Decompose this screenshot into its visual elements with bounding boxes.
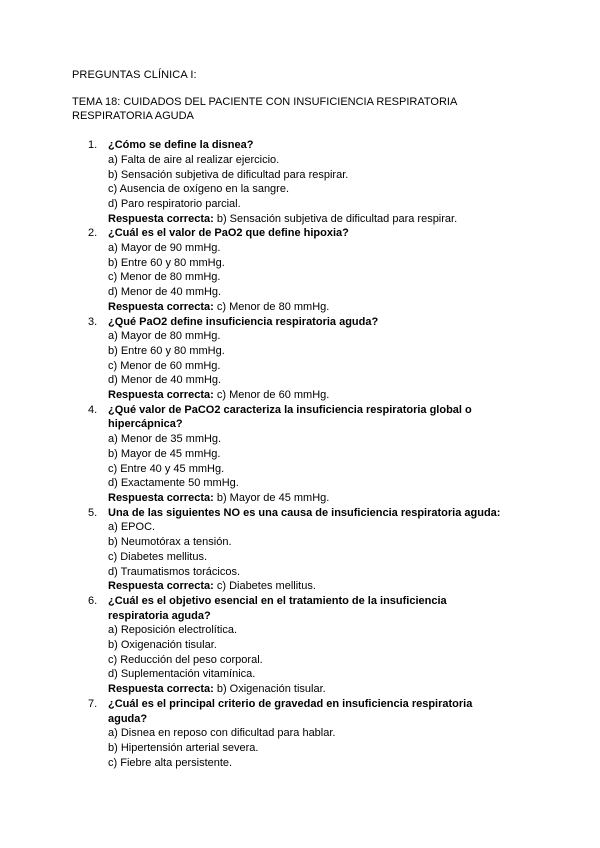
- question-number: 7.: [88, 697, 98, 710]
- answer-value: c) Diabetes mellitus.: [216, 580, 316, 593]
- option-a: a) EPOC.: [108, 521, 156, 534]
- question-list: [72, 138, 540, 770]
- answer-value: b) Sensación subjetiva de dificultad para respirar.: [216, 212, 458, 225]
- answer-value: b) Oxigenación tisular.: [216, 683, 326, 696]
- option-a: a) Mayor de 80 mmHg.: [108, 330, 221, 343]
- question-4: [72, 403, 540, 506]
- question-number: 6.: [88, 594, 98, 607]
- question-number: 1.: [88, 139, 98, 152]
- correct-answer: [108, 682, 540, 697]
- question-number: 2.: [88, 227, 98, 240]
- question-text: ¿Qué PaO2 define insuficiencia respiratoria aguda?: [108, 315, 379, 328]
- option-b: b) Sensación subjetiva de dificultad para respirar.: [108, 168, 349, 181]
- correct-answer: [108, 388, 540, 403]
- option-d: d) Paro respiratorio parcial.: [108, 197, 241, 210]
- question-text: ¿Cuál es el valor de PaO2 que define hipoxia?: [108, 227, 349, 240]
- question-6: [72, 594, 540, 697]
- option-b: b) Oxigenación tisular.: [108, 639, 217, 652]
- option-b: b) Neumotórax a tensión.: [108, 536, 232, 549]
- document-title: PREGUNTAS CLÍNICA I:: [72, 69, 197, 81]
- option-c: c) Fiebre alta persistente.: [108, 756, 233, 769]
- option-a: a) Disnea en reposo con dificultad para hablar.: [108, 727, 336, 740]
- answer-label: Respuesta correcta:: [108, 300, 214, 313]
- option-d: d) Suplementación vitamínica.: [108, 668, 256, 681]
- option-c: c) Reducción del peso corporal.: [108, 653, 263, 666]
- answer-label: Respuesta correcta:: [108, 491, 214, 504]
- question-number: 5.: [88, 506, 98, 519]
- option-a: a) Reposición electrolítica.: [108, 624, 238, 637]
- question-number: 3.: [88, 315, 98, 328]
- question-text: ¿Cuál es el objetivo esencial en el tratamiento de la insuficiencia respiratoria aguda?: [108, 594, 447, 622]
- option-b: b) Entre 60 y 80 mmHg.: [108, 344, 225, 357]
- correct-answer: [108, 579, 540, 594]
- option-a: a) Falta de aire al realizar ejercicio.: [108, 153, 280, 166]
- answer-value: b) Mayor de 45 mmHg.: [216, 491, 330, 504]
- option-b: b) Hipertensión arterial severa.: [108, 741, 259, 754]
- option-a: a) Mayor de 90 mmHg.: [108, 242, 221, 255]
- topic-title: TEMA 18: CUIDADOS DEL PACIENTE CON INSUFICIENCIA RESPIRATORIA RESPIRATORIA AGUDA: [72, 95, 457, 123]
- option-d: d) Menor de 40 mmHg.: [108, 374, 222, 387]
- answer-label: Respuesta correcta:: [108, 683, 214, 696]
- question-5: [72, 506, 540, 594]
- answer-label: Respuesta correcta:: [108, 580, 214, 593]
- option-c: c) Entre 40 y 45 mmHg.: [108, 462, 225, 475]
- answer-label: Respuesta correcta:: [108, 389, 214, 402]
- option-b: b) Entre 60 y 80 mmHg.: [108, 256, 225, 269]
- question-text: Una de las siguientes NO es una causa de insuficiencia respiratoria aguda:: [108, 506, 501, 519]
- question-7: [72, 697, 540, 771]
- option-c: c) Menor de 60 mmHg.: [108, 359, 221, 372]
- question-number: 4.: [88, 403, 98, 416]
- question-2: [72, 226, 540, 314]
- correct-answer: [108, 300, 540, 315]
- question-3: [72, 315, 540, 403]
- option-a: a) Menor de 35 mmHg.: [108, 433, 222, 446]
- option-c: c) Ausencia de oxígeno en la sangre.: [108, 183, 290, 196]
- question-text: ¿Qué valor de PaCO2 caracteriza la insuficiencia respiratoria global o hipercápnica?: [108, 403, 472, 431]
- option-d: d) Menor de 40 mmHg.: [108, 286, 222, 299]
- option-c: c) Diabetes mellitus.: [108, 550, 208, 563]
- question-1: [72, 138, 540, 226]
- option-d: d) Exactamente 50 mmHg.: [108, 477, 239, 490]
- answer-value: c) Menor de 80 mmHg.: [216, 300, 330, 313]
- option-b: b) Mayor de 45 mmHg.: [108, 447, 221, 460]
- option-c: c) Menor de 80 mmHg.: [108, 271, 221, 284]
- correct-answer: [108, 491, 540, 506]
- question-text: ¿Cómo se define la disnea?: [108, 139, 254, 152]
- question-text: ¿Cuál es el principal criterio de gravedad en insuficiencia respiratoria aguda?: [108, 697, 473, 725]
- answer-label: Respuesta correcta:: [108, 212, 214, 225]
- correct-answer: [108, 212, 540, 227]
- answer-value: c) Menor de 60 mmHg.: [216, 389, 330, 402]
- option-d: d) Traumatismos torácicos.: [108, 565, 241, 578]
